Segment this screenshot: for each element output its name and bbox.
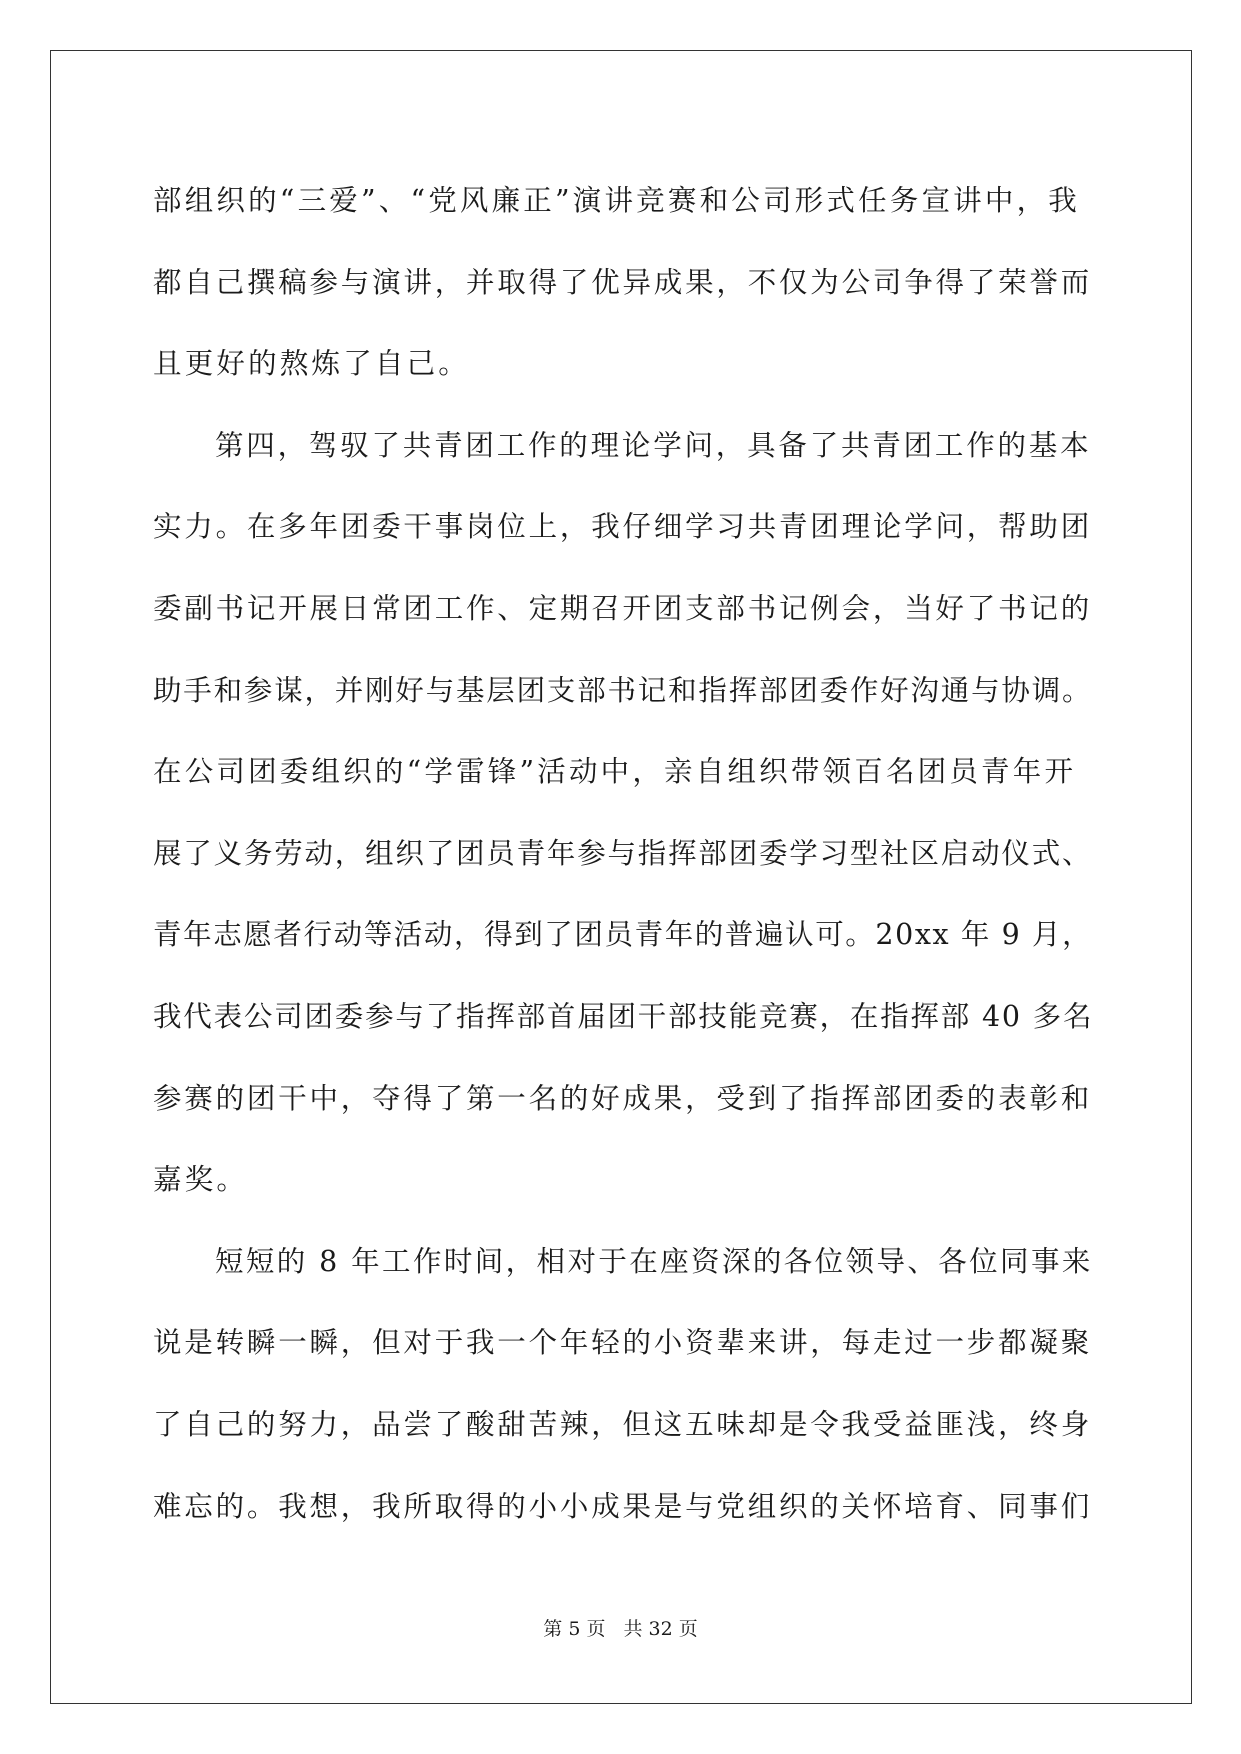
text-line: 嘉奖。 <box>153 1163 249 1197</box>
text-line: 我代表公司团委参与了指挥部首届团干部技能竞赛，在指挥部 40 多名 <box>153 999 1094 1033</box>
text-line: 部组织的“三爱”、“党风廉正”演讲竞赛和公司形式任务宣讲中，我 <box>153 184 1080 217</box>
paragraph <box>153 405 1093 1221</box>
text-line: 助手和参谋，并刚好与基层团支部书记和指挥部团委作好沟通与协调。 <box>153 673 1093 707</box>
text-line: 了自己的努力，品尝了酸甜苦辣，但这五味却是令我受益匪浅，终身 <box>153 1407 1093 1441</box>
text-line: 青年志愿者行动等活动，得到了团员青年的普遍认可。20xx 年 9 月， <box>153 918 1093 952</box>
text-line: 短短的 8 年工作时间，相对于在座资深的各位领导、各位同事来 <box>215 1244 1093 1278</box>
text-line: 实力。在多年团委干事岗位上，我仔细学习共青团理论学问，帮助团 <box>153 510 1093 544</box>
text-line: 参赛的团干中，夺得了第一名的好成果，受到了指挥部团委的表彰和 <box>153 1081 1093 1115</box>
text-line: 委副书记开展日常团工作、定期召开团支部书记例会，当好了书记的 <box>153 591 1093 625</box>
text-line: 都自己撰稿参与演讲，并取得了优异成果，不仅为公司争得了荣誉而 <box>153 265 1093 299</box>
text-line: 说是转瞬一瞬，但对于我一个年轻的小资辈来讲，每走过一步都凝聚 <box>153 1326 1093 1360</box>
text-line: 在公司团委组织的“学雷锋”活动中，亲自组织带领百名团员青年开 <box>153 755 1077 789</box>
paragraph <box>153 160 1093 405</box>
paragraph <box>153 1221 1093 1547</box>
text-line: 且更好的熬炼了自己。 <box>153 347 471 381</box>
document-body <box>153 160 1093 1547</box>
text-line: 展了义务劳动，组织了团员青年参与指挥部团委学习型社区启动仪式、 <box>153 836 1093 870</box>
page-number: 第 5 页 <box>543 1618 606 1640</box>
text-line: 难忘的。我想，我所取得的小小成果是与党组织的关怀培育、同事们 <box>153 1489 1093 1523</box>
page-footer <box>0 1614 1241 1641</box>
text-line: 第四，驾驭了共青团工作的理论学问，具备了共青团工作的基本 <box>215 428 1092 462</box>
page-total: 共 32 页 <box>623 1618 698 1640</box>
